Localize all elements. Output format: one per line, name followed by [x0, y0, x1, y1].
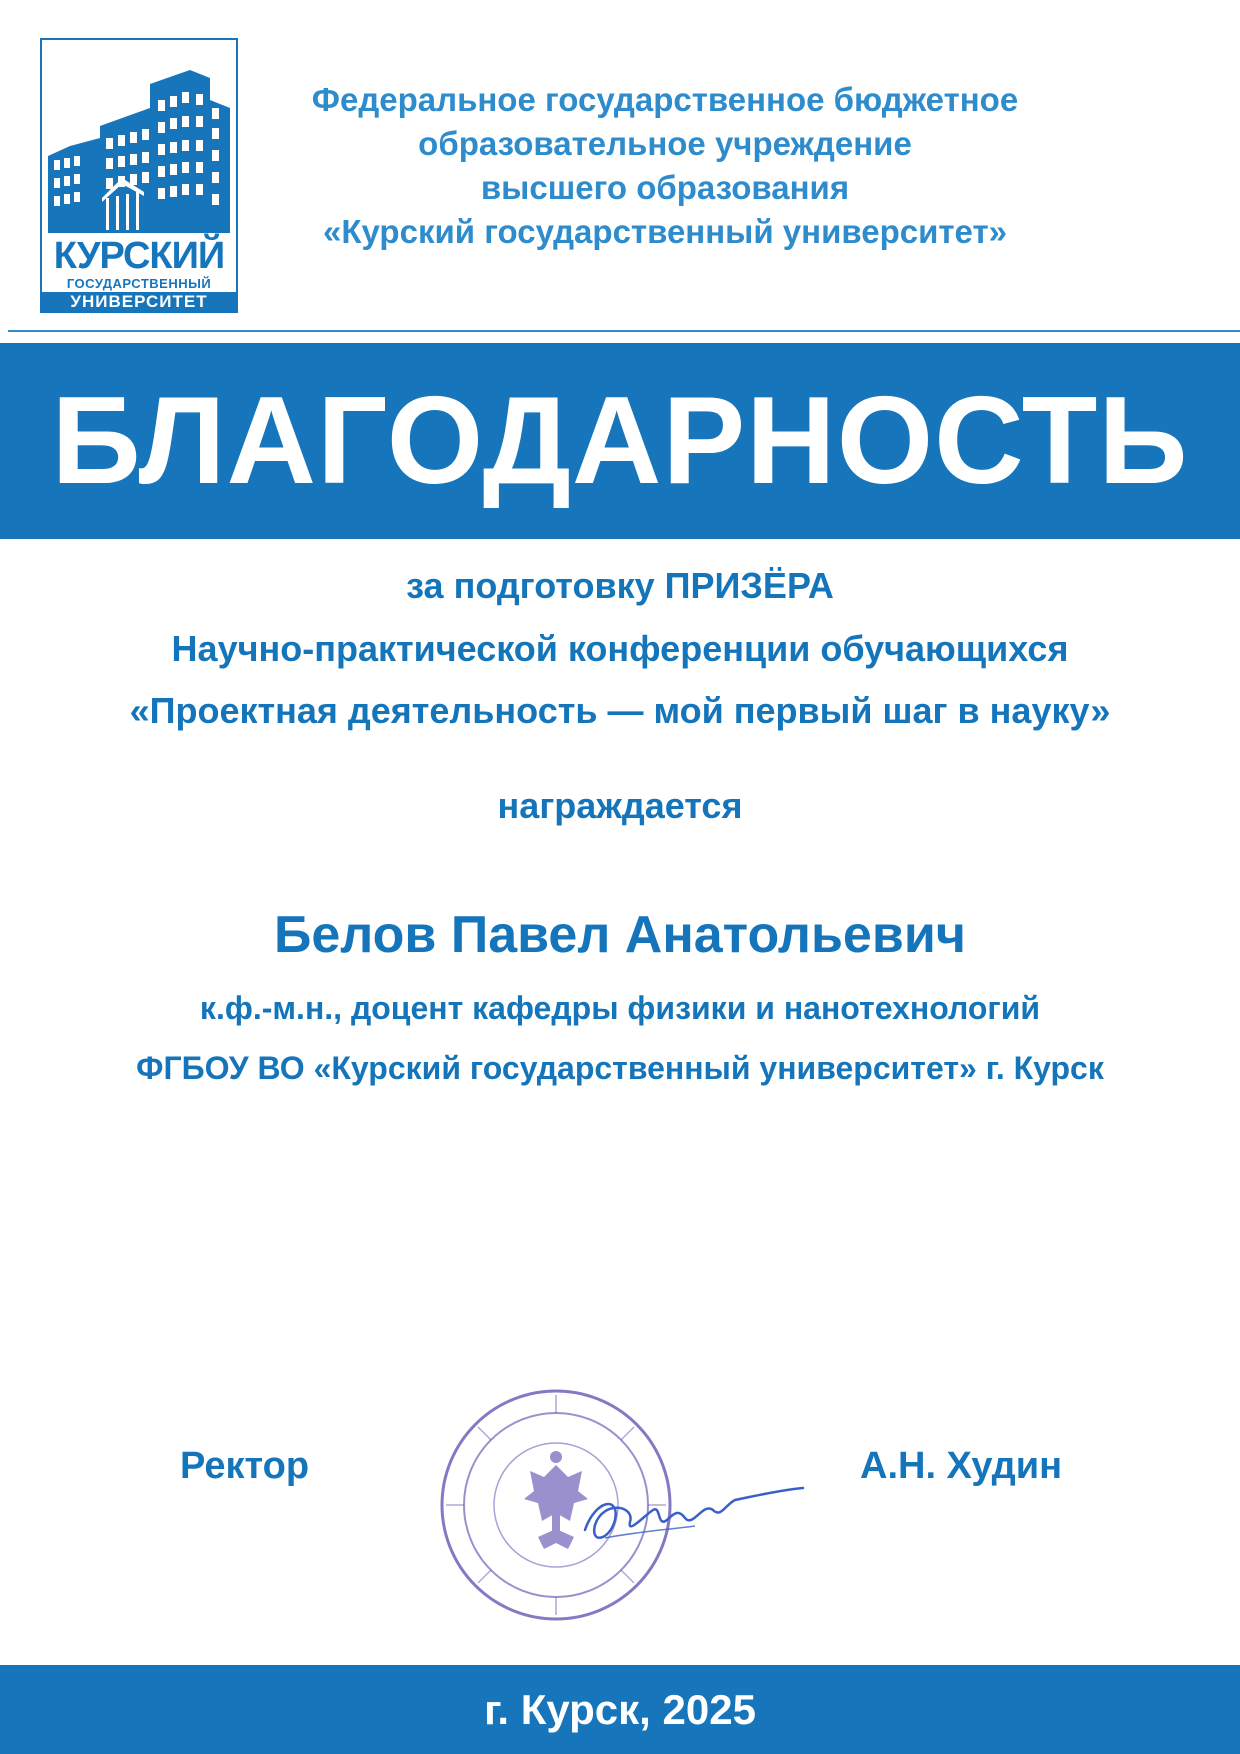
- logo-university: УНИВЕРСИТЕТ: [70, 292, 208, 311]
- org-line: высшего образования: [480, 169, 850, 206]
- certificate-title: БЛАГОДАРНОСТЬ: [51, 372, 1189, 510]
- logo-subtitle: ГОСУДАРСТВЕННЫЙ: [66, 276, 212, 291]
- recipient-position: к.ф.-м.н., доцент кафедры физики и нанотехнологий: [199, 990, 1041, 1026]
- org-line: «Курский государственный университет»: [323, 213, 1007, 250]
- university-logo: [40, 38, 238, 313]
- award-reason: за подготовку ПРИЗЁРА: [406, 565, 834, 606]
- org-line: образовательное учреждение: [418, 125, 912, 162]
- handwritten-signature-icon: [575, 1460, 805, 1570]
- recipient-organization: ФГБОУ ВО «Курский государственный университет» г. Курск: [136, 1050, 1104, 1086]
- footer-band: [0, 1665, 1240, 1754]
- logo-title: КУРСКИЙ: [53, 235, 225, 277]
- event-title: Научно-практической конференции обучающихся: [171, 628, 1069, 669]
- org-line: Федеральное государственное бюджетное: [311, 81, 1019, 118]
- signatory-title: Ректор: [180, 1445, 310, 1487]
- organization-header: [255, 78, 1075, 254]
- awarded-label: награждается: [497, 785, 743, 826]
- header-divider: [8, 330, 1240, 332]
- recipient-name: Белов Павел Анатольевич: [274, 906, 966, 964]
- title-band: [0, 343, 1240, 539]
- event-name: «Проектная деятельность — мой первый шаг в науку»: [129, 690, 1111, 731]
- signatory-name: А.Н. Худин: [860, 1445, 1063, 1487]
- footer-place-year: г. Курск, 2025: [484, 1686, 756, 1733]
